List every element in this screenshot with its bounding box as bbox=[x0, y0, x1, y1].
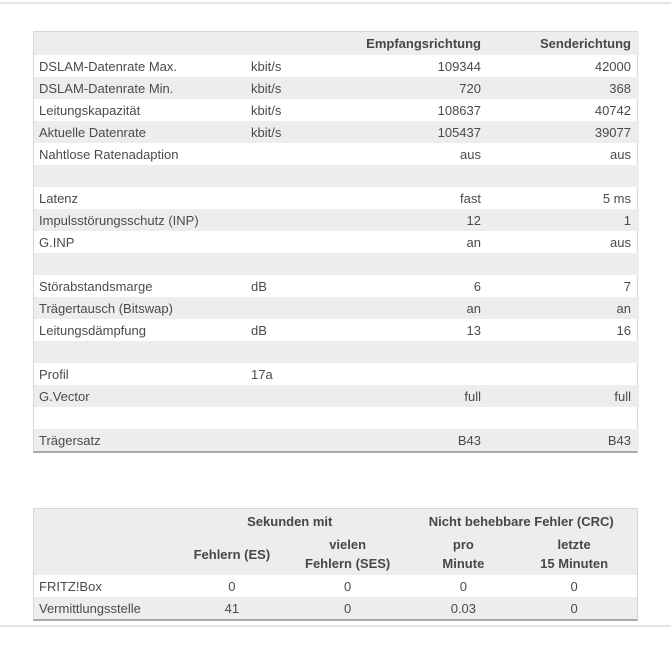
cell-send-value: aus bbox=[610, 146, 631, 162]
row-label: Aktuelle Datenrate bbox=[39, 124, 146, 140]
dsl-table-row bbox=[34, 55, 639, 77]
cell-unit bbox=[251, 231, 331, 253]
cell-receive-value: 6 bbox=[473, 278, 481, 294]
dsl-table-row bbox=[34, 187, 639, 209]
dsl-table-row bbox=[34, 231, 639, 253]
cell-receive-value: 720 bbox=[459, 80, 481, 96]
cell-crc-per-minute: 0 bbox=[459, 578, 467, 594]
header-empty-label bbox=[34, 32, 251, 55]
cell-ses: 0 bbox=[344, 600, 352, 616]
col-header-ses-line2: Fehlern (SES) bbox=[305, 556, 391, 571]
row-label: FRITZ!Box bbox=[39, 578, 102, 594]
cell-crc-last-15-min: 0 bbox=[570, 600, 578, 616]
dsl-table-spacer-row bbox=[34, 253, 639, 275]
group-header-seconds: Sekunden mit bbox=[247, 513, 333, 529]
cell-receive-value: full bbox=[464, 388, 481, 404]
row-label bbox=[34, 407, 251, 429]
cell-receive-value bbox=[331, 407, 489, 429]
row-label bbox=[34, 165, 251, 187]
cell-unit bbox=[251, 385, 331, 407]
cell-receive-value bbox=[331, 363, 489, 385]
row-label: G.Vector bbox=[39, 388, 90, 404]
dsl-table-row bbox=[34, 121, 639, 143]
cell-unit: 17a bbox=[251, 366, 273, 382]
cell-crc-per-minute: 0.03 bbox=[450, 600, 477, 616]
dsl-table-row bbox=[34, 99, 639, 121]
row-label bbox=[34, 341, 251, 363]
col-header-per-minute bbox=[406, 533, 522, 575]
cell-unit: kbit/s bbox=[251, 124, 282, 140]
dsl-table-body bbox=[34, 32, 639, 451]
cell-unit: kbit/s bbox=[251, 102, 282, 118]
dsl-table-row bbox=[34, 275, 639, 297]
page-bottom-divider bbox=[0, 625, 671, 627]
col-header-last-15-min-line1: letzte bbox=[557, 537, 591, 552]
header-send-direction: Senderichtung bbox=[539, 36, 631, 51]
row-label: Impulsstörungsschutz (INP) bbox=[39, 212, 199, 228]
cell-receive-value bbox=[331, 165, 489, 187]
cell-receive-value: 105437 bbox=[437, 124, 481, 140]
cell-unit: dB bbox=[251, 322, 267, 338]
header-receive-direction: Empfangsrichtung bbox=[366, 36, 481, 51]
row-label: G.INP bbox=[39, 234, 75, 250]
dsl-table-spacer-row bbox=[34, 165, 639, 187]
cell-send-value: 40742 bbox=[594, 102, 631, 118]
cell-send-value: B43 bbox=[607, 432, 631, 448]
cell-receive-value: an bbox=[466, 300, 481, 316]
cell-unit bbox=[251, 165, 331, 187]
row-label: Profil bbox=[39, 366, 69, 382]
cell-unit bbox=[251, 209, 331, 231]
cell-send-value: 7 bbox=[623, 278, 631, 294]
cell-unit bbox=[251, 253, 331, 275]
group-header-crc: Nicht behebbare Fehler (CRC) bbox=[428, 513, 614, 529]
cell-receive-value: fast bbox=[460, 190, 481, 206]
col-header-empty bbox=[34, 533, 174, 575]
row-label: Latenz bbox=[39, 190, 79, 206]
cell-send-value bbox=[489, 407, 639, 429]
cell-send-value: 39077 bbox=[594, 124, 631, 140]
col-header-last-15-min-line2: 15 Minuten bbox=[540, 556, 609, 571]
error-row-vermittlungsstelle bbox=[34, 597, 637, 619]
cell-receive-value: aus bbox=[460, 146, 481, 162]
cell-send-value: aus bbox=[610, 234, 631, 250]
dsl-table-row bbox=[34, 297, 639, 319]
error-counter-table bbox=[33, 508, 638, 621]
dsl-table-row bbox=[34, 363, 639, 385]
cell-send-value: 16 bbox=[616, 322, 631, 338]
cell-send-value: an bbox=[616, 300, 631, 316]
row-label: Störabstandsmarge bbox=[39, 278, 153, 294]
cell-receive-value bbox=[331, 341, 489, 363]
row-label: DSLAM-Datenrate Min. bbox=[39, 80, 174, 96]
cell-crc-last-15-min: 0 bbox=[570, 578, 578, 594]
cell-send-value bbox=[489, 253, 639, 275]
cell-ses: 0 bbox=[344, 578, 352, 594]
cell-es: 0 bbox=[228, 578, 236, 594]
cell-send-value: 5 ms bbox=[602, 190, 631, 206]
error-group-header-row bbox=[34, 509, 637, 533]
cell-send-value bbox=[489, 341, 639, 363]
cell-send-value: 368 bbox=[609, 80, 631, 96]
col-header-es bbox=[174, 533, 290, 575]
dsl-table-row bbox=[34, 319, 639, 341]
dsl-table-row bbox=[34, 385, 639, 407]
error-col-header-row bbox=[34, 533, 637, 575]
cell-send-value: full bbox=[614, 388, 631, 404]
col-header-ses-line1: vielen bbox=[329, 537, 367, 552]
row-label: Leitungskapazität bbox=[39, 102, 141, 118]
dsl-table-row bbox=[34, 209, 639, 231]
dsl-table-row bbox=[34, 429, 639, 451]
page-top-divider bbox=[0, 2, 671, 4]
row-label bbox=[34, 253, 251, 275]
cell-unit bbox=[251, 187, 331, 209]
dsl-table-row bbox=[34, 77, 639, 99]
dsl-table-row bbox=[34, 143, 639, 165]
cell-unit bbox=[251, 407, 331, 429]
col-header-es-line1: Fehlern (ES) bbox=[193, 546, 271, 562]
col-header-per-minute-line1: pro bbox=[452, 537, 474, 552]
cell-receive-value: B43 bbox=[457, 432, 481, 448]
row-label: Nahtlose Ratenadaption bbox=[39, 146, 179, 162]
cell-es: 41 bbox=[224, 600, 240, 616]
dsl-table-header-row bbox=[34, 32, 639, 55]
cell-send-value: 1 bbox=[623, 212, 631, 228]
dsl-stats-table bbox=[33, 31, 638, 453]
col-header-last-15-min bbox=[521, 533, 637, 575]
cell-receive-value: 13 bbox=[466, 322, 481, 338]
cell-receive-value: an bbox=[466, 234, 481, 250]
cell-send-value: 42000 bbox=[594, 58, 631, 74]
cell-receive-value: 12 bbox=[466, 212, 481, 228]
error-table-body bbox=[34, 509, 637, 619]
row-label: Trägersatz bbox=[39, 432, 101, 448]
cell-unit bbox=[251, 143, 331, 165]
cell-unit bbox=[251, 341, 331, 363]
row-label: Trägertausch (Bitswap) bbox=[39, 300, 173, 316]
group-header-empty bbox=[34, 509, 174, 533]
error-row-fritzbox bbox=[34, 575, 637, 597]
cell-receive-value: 109344 bbox=[437, 58, 481, 74]
header-empty-unit bbox=[251, 32, 331, 55]
dsl-table-spacer-row bbox=[34, 341, 639, 363]
cell-unit: kbit/s bbox=[251, 80, 282, 96]
cell-unit bbox=[251, 297, 331, 319]
row-label: DSLAM-Datenrate Max. bbox=[39, 58, 177, 74]
cell-unit: kbit/s bbox=[251, 58, 282, 74]
cell-unit: dB bbox=[251, 278, 267, 294]
dsl-table-spacer-row bbox=[34, 407, 639, 429]
cell-unit bbox=[251, 429, 331, 451]
col-header-ses bbox=[290, 533, 406, 575]
row-label: Vermittlungsstelle bbox=[39, 600, 141, 616]
cell-receive-value bbox=[331, 253, 489, 275]
cell-send-value bbox=[489, 363, 639, 385]
row-label: Leitungsdämpfung bbox=[39, 322, 146, 338]
col-header-per-minute-line2: Minute bbox=[442, 556, 485, 571]
cell-send-value bbox=[489, 165, 639, 187]
cell-receive-value: 108637 bbox=[437, 102, 481, 118]
